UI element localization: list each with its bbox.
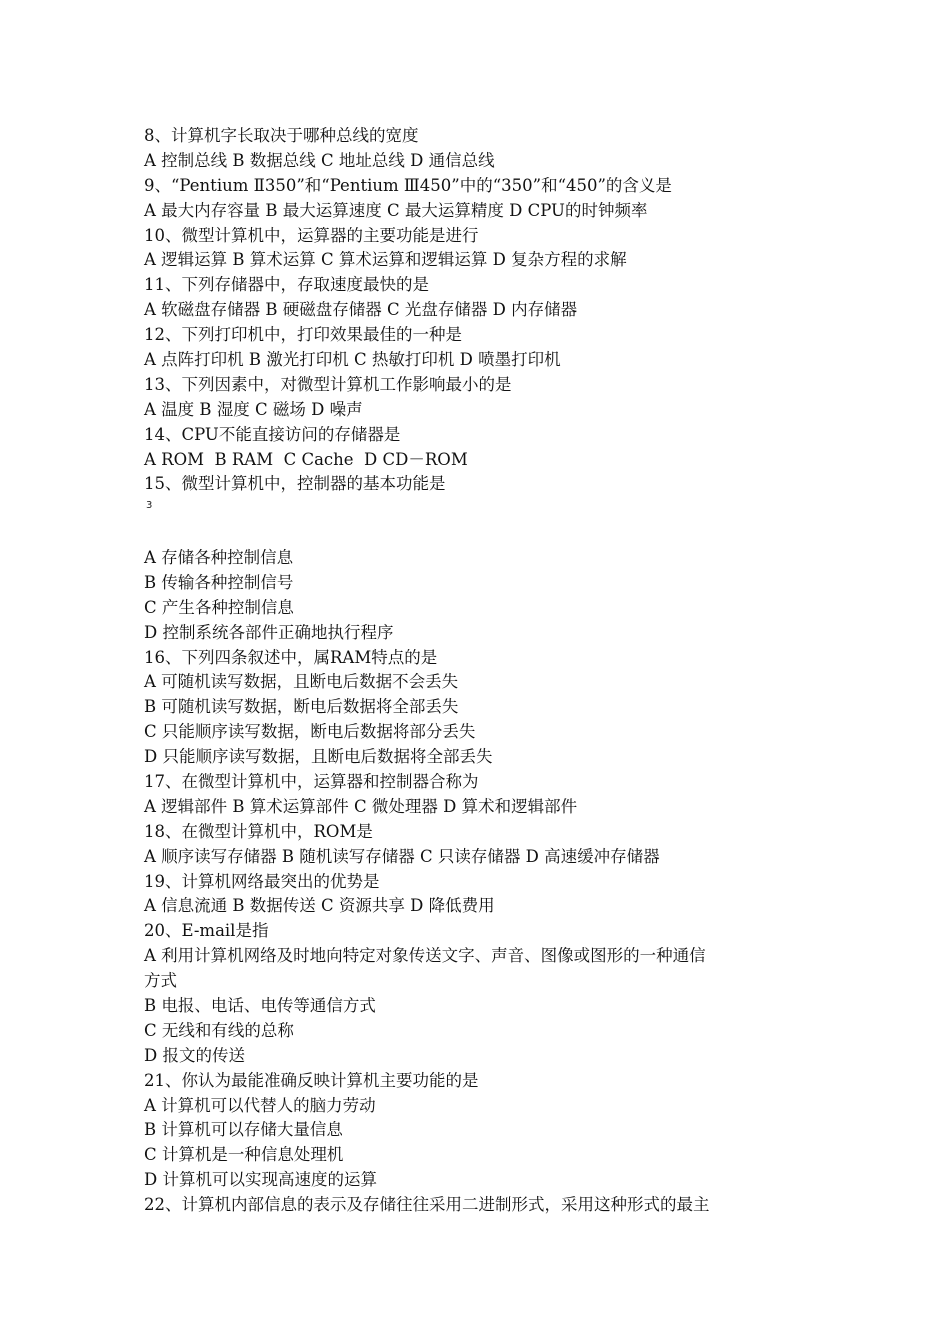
question-line: 9、“Pentium Ⅱ350”和“Pentium Ⅲ450”中的“350”和“450”的含义是 [144,175,672,195]
question-line: 18、在微型计算机中，ROM是 [144,821,373,841]
options-line: A 逻辑运算 B 算术运算 C 算术运算和逻辑运算 D 复杂方程的求解 [144,250,627,270]
option-line: B 可随机读写数据，断电后数据将全部丢失 [144,697,459,717]
question-line: 19、计算机网络最突出的优势是 [144,871,380,891]
options-line: A ROM B RAM C Cache D CD－ROM [144,449,468,469]
question-line: 20、E-mail是指 [144,921,269,941]
text-block-lower [144,546,824,1218]
question-line: 16、下列四条叙述中，属RAM特点的是 [144,647,438,667]
option-line: A 计算机可以代替人的脑力劳动 [144,1095,376,1115]
option-line: A 可随机读写数据，且断电后数据不会丢失 [144,672,459,692]
question-line: 11、下列存储器中，存取速度最快的是 [144,275,429,295]
option-line: D 只能顺序读写数据，且断电后数据将全部丢失 [144,747,493,767]
option-line: A 存储各种控制信息 [144,548,294,567]
question-line: 12、下列打印机中，打印效果最佳的一种是 [144,325,462,345]
option-line: C 产生各种控制信息 [144,597,294,617]
question-line: 22、计算机内部信息的表示及存储往往采用二进制形式，采用这种形式的最主 [144,1195,710,1215]
options-line: A 控制总线 B 数据总线 C 地址总线 D 通信总线 [144,150,495,170]
option-line-continuation: 方式 [144,971,177,991]
options-line: A 最大内存容量 B 最大运算速度 C 最大运算精度 D CPU的时钟频率 [144,200,648,220]
option-line: B 计算机可以存储大量信息 [144,1120,343,1140]
options-line: A 软磁盘存储器 B 硬磁盘存储器 C 光盘存储器 D 内存储器 [144,300,578,320]
option-line: D 控制系统各部件正确地执行程序 [144,622,394,642]
question-line: 13、下列因素中，对微型计算机工作影响最小的是 [144,374,512,394]
option-line: B 电报、电话、电传等通信方式 [144,996,376,1016]
option-line: D 报文的传送 [144,1045,245,1065]
option-line: C 计算机是一种信息处理机 [144,1145,344,1165]
option-line: D 计算机可以实现高速度的运算 [144,1170,377,1190]
question-line: 17、在微型计算机中，运算器和控制器合称为 [144,772,479,792]
options-line: A 顺序读写存储器 B 随机读写存储器 C 只读存储器 D 高速缓冲存储器 [144,846,660,866]
question-line: 10、微型计算机中，运算器的主要功能是进行 [144,225,479,245]
question-line: 14、CPU不能直接访问的存储器是 [144,424,401,444]
option-line: C 只能顺序读写数据，断电后数据将部分丢失 [144,722,476,742]
question-line: 15、微型计算机中，控制器的基本功能是 [144,474,446,494]
text-block-upper [144,124,824,497]
page-number: 3 [146,500,153,511]
question-line: 21、你认为最能准确反映计算机主要功能的是 [144,1070,479,1090]
options-line: A 信息流通 B 数据传送 C 资源共享 D 降低费用 [144,896,495,916]
options-line: A 逻辑部件 B 算术运算部件 C 微处理器 D 算术和逻辑部件 [144,796,578,816]
option-line: B 传输各种控制信号 [144,572,294,592]
option-line: A 利用计算机网络及时地向特定对象传送文字、声音、图像或图形的一种通信 [144,946,706,966]
options-line: A 温度 B 湿度 C 磁场 D 噪声 [144,399,363,419]
options-line: A 点阵打印机 B 激光打印机 C 热敏打印机 D 喷墨打印机 [144,350,561,370]
question-line: 8、计算机字长取决于哪种总线的宽度 [144,126,419,145]
option-line: C 无线和有线的总称 [144,1020,294,1040]
